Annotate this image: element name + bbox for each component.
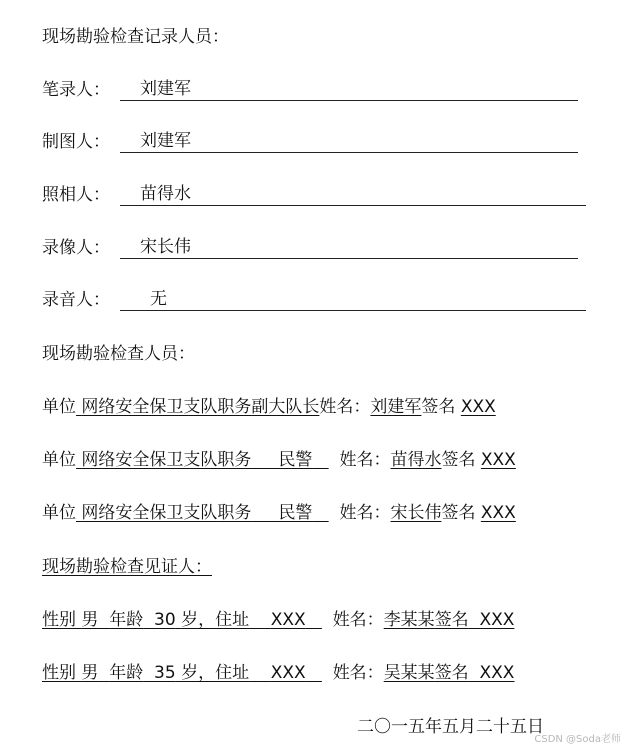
name-label: 姓名： — [319, 397, 371, 417]
recorder-row-drafter — [42, 131, 110, 153]
duty-value: 民警 — [278, 503, 313, 523]
recorder-row-photographer — [42, 184, 110, 206]
duty-label: 职务 — [217, 503, 252, 523]
sign-label: 签名 — [441, 450, 476, 470]
recorder-value-line — [120, 130, 578, 153]
recorder-label: 制图人： — [42, 132, 110, 152]
name-value: 吴某某 — [383, 663, 435, 683]
age-label: 年龄 — [109, 663, 144, 683]
recorder-label: 录像人： — [42, 238, 110, 258]
recorder-value-line — [120, 288, 586, 311]
recorder-value: 苗得水 — [140, 184, 191, 204]
inspectors-title: 现场勘验检查人员： — [42, 344, 195, 364]
sign-label: 签名 — [434, 663, 469, 683]
age-label: 年龄 — [109, 610, 144, 630]
sign-value: XXX — [460, 397, 496, 417]
witness-row — [42, 609, 514, 631]
name-value: 宋长伟 — [390, 503, 442, 523]
unit-label: 单位 — [42, 397, 76, 417]
sign-label: 签名 — [434, 610, 469, 630]
age-unit: 岁，住址 — [181, 610, 250, 630]
gender-label: 性别 — [42, 610, 76, 630]
name-value: 刘建军 — [370, 397, 422, 417]
recorder-label: 笔录人： — [42, 80, 110, 100]
age-value: 35 — [154, 663, 176, 683]
name-label: 姓名： — [339, 450, 391, 470]
watermark: CSDN @Soda老师 — [534, 734, 621, 745]
sign-value: XXX — [479, 610, 515, 630]
unit-label: 单位 — [42, 503, 76, 523]
duty-value: 副大队长 — [251, 397, 320, 417]
inspector-row — [42, 449, 516, 471]
witness-row — [42, 662, 514, 684]
gender-value: 男 — [81, 663, 99, 683]
recorder-row-videographer — [42, 237, 110, 259]
recorder-row-audio — [42, 289, 110, 311]
recorder-value: 宋长伟 — [140, 237, 191, 257]
gender-value: 男 — [81, 610, 99, 630]
recorder-row-notetaker — [42, 79, 110, 101]
witnesses-title — [42, 556, 212, 578]
name-value: 苗得水 — [390, 450, 442, 470]
sign-value: XXX — [480, 503, 516, 523]
recorders-title: 现场勘验检查记录人员： — [42, 27, 229, 47]
sign-value: XXX — [479, 663, 515, 683]
recorder-value-line — [120, 183, 586, 206]
gender-label: 性别 — [42, 663, 76, 683]
unit-value: 网络安全保卫支队 — [81, 503, 218, 523]
recorder-label: 照相人： — [42, 185, 110, 205]
age-unit: 岁，住址 — [181, 663, 250, 683]
unit-value: 网络安全保卫支队 — [81, 450, 218, 470]
name-label: 姓名： — [332, 610, 384, 630]
sign-label: 签名 — [421, 397, 456, 417]
name-label: 姓名： — [332, 663, 384, 683]
duty-value: 民警 — [278, 450, 313, 470]
recorder-value: 刘建军 — [140, 131, 191, 151]
inspector-row — [42, 396, 496, 418]
recorder-value-line — [120, 236, 578, 259]
recorder-label: 录音人： — [42, 290, 110, 310]
document-date: 二〇一五年五月二十五日 — [357, 717, 544, 737]
sign-label: 签名 — [441, 503, 476, 523]
recorder-value-line — [120, 78, 578, 101]
recorder-value: 无 — [150, 289, 167, 309]
duty-label: 职务 — [217, 450, 252, 470]
name-value: 李某某 — [383, 610, 435, 630]
unit-value: 网络安全保卫支队 — [81, 397, 218, 417]
witnesses-title-text: 现场勘验检查见证人： — [42, 557, 212, 577]
unit-label: 单位 — [42, 450, 76, 470]
address-value: XXX — [270, 663, 306, 683]
address-value: XXX — [270, 610, 306, 630]
sign-value: XXX — [480, 450, 516, 470]
name-label: 姓名： — [339, 503, 391, 523]
duty-label: 职务 — [217, 397, 252, 417]
age-value: 30 — [154, 610, 176, 630]
recorder-value: 刘建军 — [140, 79, 191, 99]
inspector-row — [42, 502, 516, 524]
